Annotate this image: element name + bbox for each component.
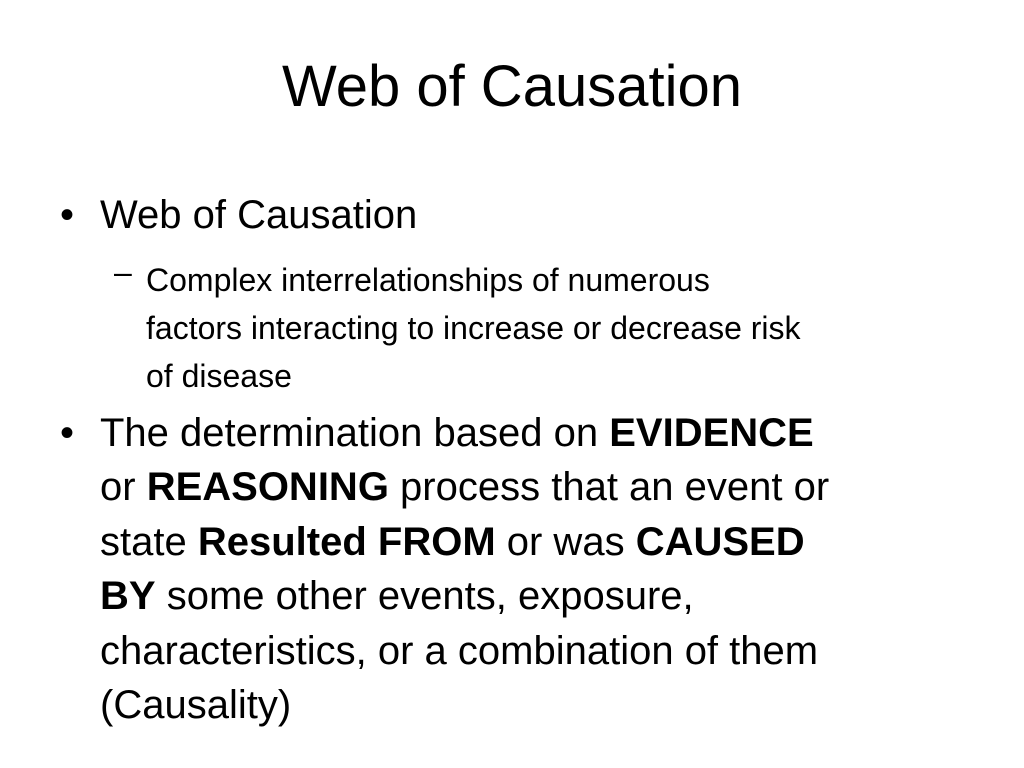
emphasis-resulted-from: Resulted FROM [197, 519, 496, 564]
emphasis-reasoning: REASONING [146, 465, 389, 510]
sub-bullet-marker: – [114, 254, 132, 290]
emphasis-evidence: EVIDENCE [609, 411, 814, 455]
bullet-paragraph [100, 413, 980, 739]
sub-bullet-line: of disease [146, 358, 292, 394]
emphasis-by: BY [100, 574, 156, 619]
text-segment: (Causality) [100, 682, 292, 727]
paragraph-line [100, 467, 980, 521]
text-segment: process that an event or [388, 465, 830, 510]
emphasis-caused: CAUSED [635, 519, 805, 564]
paragraph-line [100, 519, 980, 576]
sub-bullet-text [146, 256, 986, 400]
bullet-marker: • [60, 411, 75, 455]
text-segment: state [100, 519, 198, 564]
text-segment: or [100, 465, 147, 510]
paragraph-line [100, 682, 980, 739]
slide-title: Web of Causation [282, 54, 742, 119]
text-segment: some other events, exposure, [155, 574, 694, 619]
paragraph-line [100, 413, 980, 467]
sub-bullet-line: factors interacting to increase or decrease risk [146, 310, 801, 346]
text-segment: or was [495, 519, 636, 564]
text-segment: characteristics, or a combination of them [100, 628, 819, 673]
bullet-text: Web of Causation [100, 193, 418, 237]
paragraph-line [100, 628, 980, 685]
paragraph-line [100, 576, 980, 630]
sub-bullet-line: Complex interrelationships of numerous [146, 262, 710, 298]
text-segment: The determination based on [100, 411, 610, 455]
bullet-marker: • [60, 193, 75, 237]
